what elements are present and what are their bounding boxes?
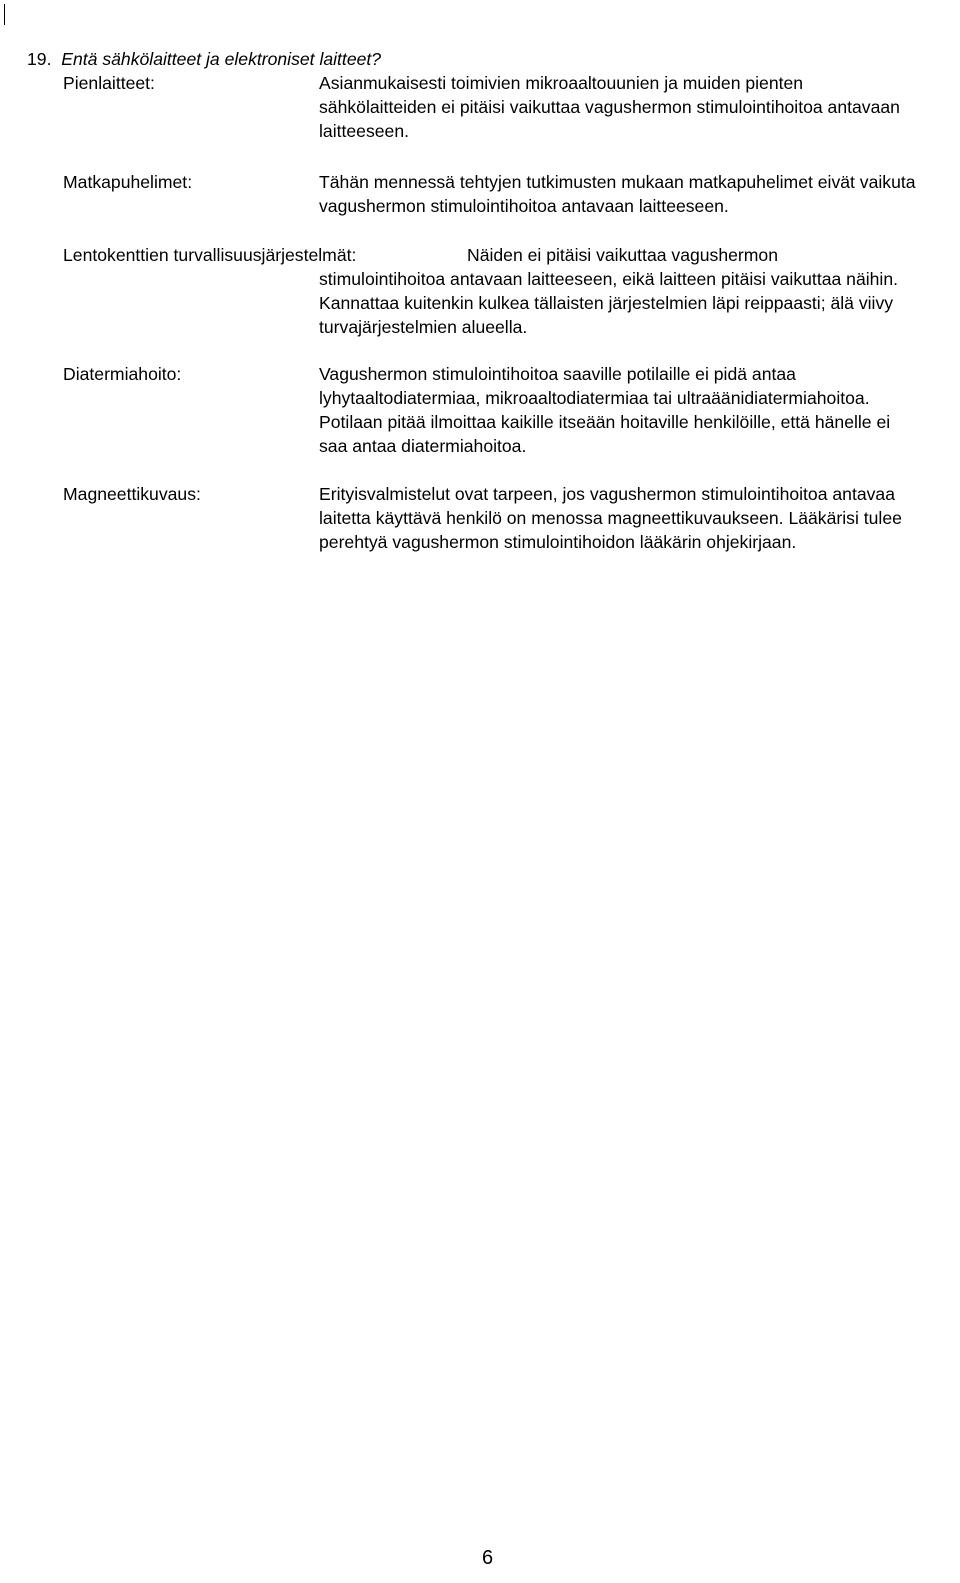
text-matkapuhelimet: Tähän mennessä tehtyjen tutkimusten mukaan matkapuhelimet eivät vaikuta vagushermon stimulointihoitoa antavaan laitteeseen. bbox=[319, 172, 916, 216]
label-magneettikuvaus: Magneettikuvaus: bbox=[63, 484, 201, 504]
label-pienlaitteet: Pienlaitteet: bbox=[63, 73, 155, 93]
text-magneettikuvaus: Erityisvalmistelut ovat tarpeen, jos vagushermon stimulointihoitoa antavaa laitetta käyttävä henkilö on menossa magneettikuvaukseen. Lääkärisi tulee perehtyä vagushermon stimulointihoidon lääkärin ohjekirjaan. bbox=[319, 484, 902, 552]
page-number: 6 bbox=[482, 1547, 494, 1569]
text-lentokenttien-first-line: Näiden ei pitäisi vaikuttaa vagushermon bbox=[467, 245, 779, 265]
heading-number: 19. bbox=[27, 49, 52, 69]
text-cursor-mark bbox=[4, 4, 5, 25]
label-matkapuhelimet: Matkapuhelimet: bbox=[63, 172, 193, 192]
text-pienlaitteet: Asianmukaisesti toimivien mikroaaltouunien ja muiden pienten sähkölaitteiden ei pitäisi vaikuttaa vagushermon stimulointihoitoa antavaan laitteeseen. bbox=[319, 73, 900, 141]
section-heading bbox=[27, 47, 381, 71]
label-lentokenttien-turvallisuusjarjestelmat: Lentokenttien turvallisuusjärjestelmät: bbox=[63, 245, 357, 265]
text-lentokenttien-rest: stimulointihoitoa antavaan laitteeseen, eikä laitteen pitäisi vaikuttaa näihin. Kannattaa kuitenkin kulkea tällaisten järjestelmien läpi reippaasti; älä viivy turvajärjestelmien alueella. bbox=[319, 269, 899, 337]
heading-title: Entä sähkölaitteet ja elektroniset laitteet? bbox=[61, 49, 382, 69]
text-diatermiahoito: Vagushermon stimulointihoitoa saaville potilaille ei pidä antaa lyhytaaltodiatermiaa, mikroaaltodiatermiaa tai ultraäänidiatermiahoitoa. Potilaan pitää ilmoittaa kaikille itseään hoitaville henkilöille, että hänelle ei saa antaa diatermiahoitoa. bbox=[319, 364, 891, 456]
label-diatermiahoito: Diatermiahoito: bbox=[63, 364, 182, 384]
